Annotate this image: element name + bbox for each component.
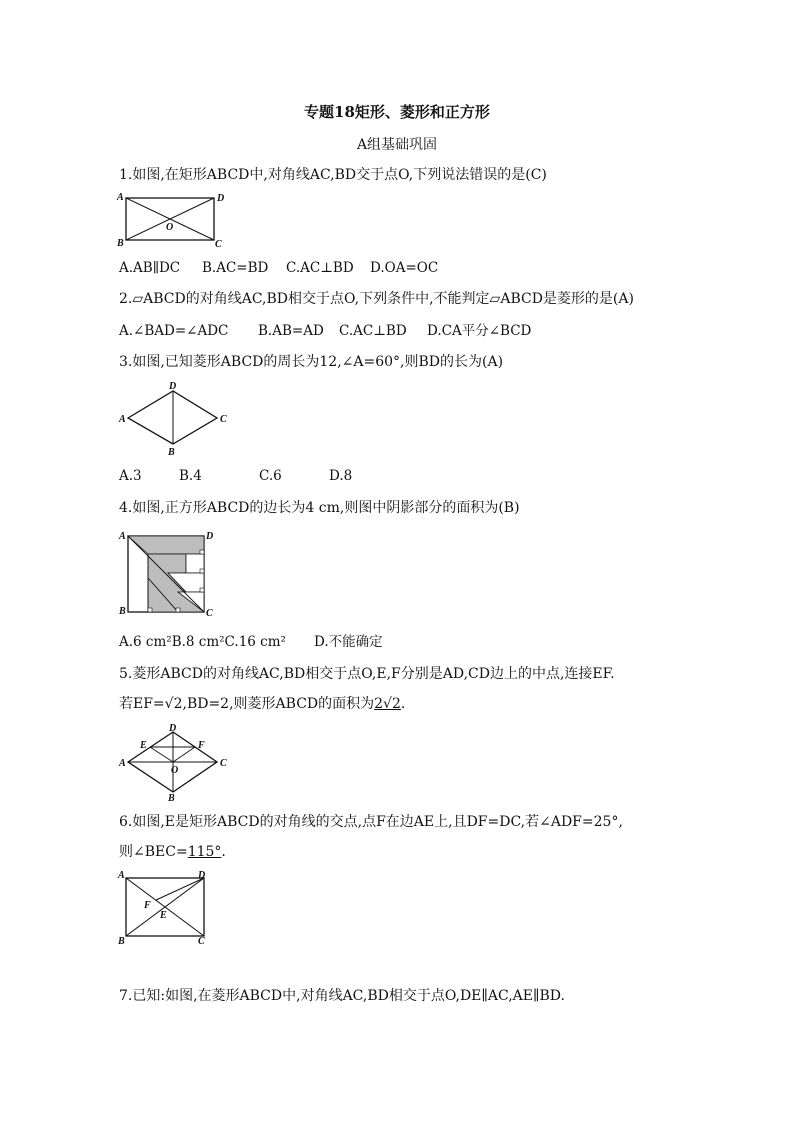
q4-figure-square: [116, 528, 226, 620]
q1-label-b: B: [117, 238, 124, 249]
q6-label-e: E: [160, 910, 167, 921]
q3-label-a: A: [119, 414, 126, 425]
q6-figure-rectangle: [114, 868, 224, 948]
q1-figure-rectangle: [114, 190, 226, 250]
q1-option-a: A.AB∥DC: [119, 260, 181, 276]
q1-stem: 1.如图,在矩形ABCD中,对角线AC,BD交于点O,下列说法错误的是(C): [119, 167, 547, 183]
q6-label-d: D: [198, 870, 206, 881]
q6-stem-suffix: .: [221, 844, 226, 860]
q7-stem: 7.已知:如图,在菱形ABCD中,对角线AC,BD相交于点O,DE∥AC,AE∥BD.: [119, 988, 565, 1004]
group-heading: A组基础巩固: [356, 137, 438, 153]
q2-option-c: C.AC⊥BD: [339, 323, 407, 339]
q5-label-b: B: [168, 793, 175, 802]
q5-stem-line2: [119, 695, 405, 713]
q1-option-c: C.AC⊥BD: [286, 260, 354, 276]
q3-label-d: D: [169, 381, 177, 392]
q5-stem-prefix: 若EF=√2,BD=2,则菱形ABCD的面积为: [119, 696, 375, 712]
q5-label-a: A: [119, 758, 126, 769]
q4-label-c: C: [206, 608, 213, 619]
q4-option-abc: A.6 cm²B.8 cm²C.16 cm²: [119, 634, 286, 650]
q3-option-c: C.6: [259, 468, 282, 484]
q5-stem-line1: 5.菱形ABCD的对角线AC,BD相交于点O,E,F分别是AD,CD边上的中点,连接EF.: [119, 666, 615, 682]
q5-label-o: O: [171, 765, 179, 776]
q2-option-d: D.CA平分∠BCD: [427, 323, 532, 339]
q6-label-f: F: [144, 900, 151, 911]
q1-label-o: O: [166, 222, 174, 233]
q5-stem-suffix: .: [400, 696, 406, 712]
q1-label-a: A: [117, 192, 124, 203]
q5-label-e: E: [140, 740, 147, 751]
q3-option-b: B.4: [179, 468, 202, 484]
q6-stem-line1: 6.如图,E是矩形ABCD的对角线的交点,点F在边AE上,且DF=DC,若∠ADF=25°,: [119, 814, 623, 830]
q4-label-a: A: [119, 531, 126, 542]
q5-figure-rhombus: [116, 722, 232, 802]
q6-label-c: C: [198, 936, 205, 947]
q4-stem: 4.如图,正方形ABCD的边长为4 cm,则图中阴影部分的面积为(B): [119, 500, 520, 516]
q4-label-b: B: [119, 606, 126, 617]
q3-label-b: B: [168, 447, 175, 458]
q3-option-d: D.8: [329, 468, 353, 484]
q5-label-f: F: [198, 740, 205, 751]
q2-option-a: A.∠BAD=∠ADC: [119, 323, 229, 339]
q1-label-c: C: [215, 239, 222, 250]
q5-answer: 2√2: [374, 696, 401, 712]
q2-option-b: B.AB=AD: [258, 323, 324, 339]
q3-option-a: A.3: [119, 468, 142, 484]
q1-option-b: B.AC=BD: [202, 260, 269, 276]
q1-label-d: D: [217, 193, 225, 204]
q5-label-c: C: [220, 758, 227, 769]
q3-figure-rhombus: [116, 380, 228, 458]
q6-label-b: B: [118, 936, 125, 947]
q1-option-d: D.OA=OC: [370, 260, 439, 276]
q3-stem: 3.如图,已知菱形ABCD的周长为12,∠A=60°,则BD的长为(A): [119, 354, 504, 370]
q6-label-a: A: [118, 870, 125, 881]
q6-stem-prefix: 则∠BEC=: [119, 844, 188, 860]
q2-stem: 2.▱ABCD的对角线AC,BD相交于点O,下列条件中,不能判定▱ABCD是菱形的是(A): [119, 291, 634, 307]
q6-answer: 115°: [187, 844, 222, 860]
q6-stem-line2: [119, 843, 226, 861]
q5-label-d: D: [169, 723, 177, 734]
page-title: 专题18矩形、菱形和正方形: [304, 103, 490, 121]
q4-label-d: D: [206, 531, 214, 542]
q3-label-c: C: [220, 414, 227, 425]
q4-option-d: D.不能确定: [314, 634, 383, 650]
